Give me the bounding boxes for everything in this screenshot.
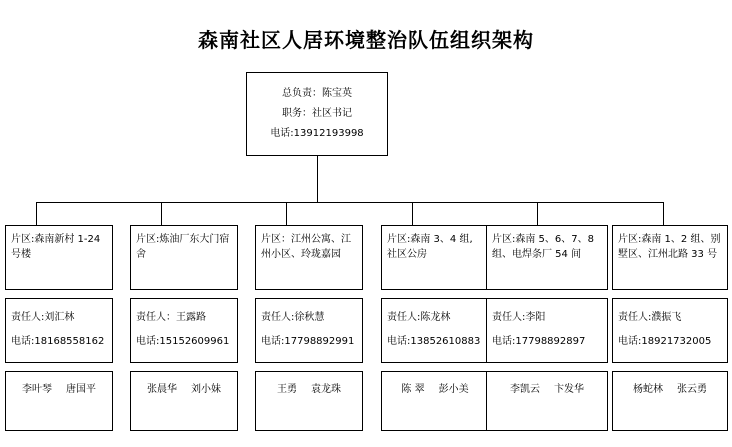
branch-member-6-1: 杨蛇林 bbox=[633, 384, 663, 395]
branch-responsible-text-2: 责任人：王露路 bbox=[136, 312, 206, 323]
root-phone: 电话:13912193998 bbox=[270, 128, 364, 139]
branch-area-text-6: 片区:森南 1、2 组、别墅区、江州北路 33 号 bbox=[618, 234, 721, 260]
branch-responsible-box-5 bbox=[486, 298, 608, 363]
branch-member-6-2: 张云勇 bbox=[677, 384, 707, 395]
branch-area-box-5 bbox=[486, 225, 608, 290]
connector-drop-6 bbox=[663, 202, 664, 225]
branch-area-text-5: 片区:森南 5、6、7、8 组、电焊条厂 54 间 bbox=[492, 234, 594, 260]
branch-phone-text-6: 电话:18921732005 bbox=[618, 336, 712, 347]
branch-member-2-2: 刘小妹 bbox=[191, 384, 221, 395]
root-leader: 总负责：陈宝英 bbox=[282, 88, 352, 99]
branch-members-box-1 bbox=[5, 371, 113, 431]
branch-member-4-1: 陈 翠 bbox=[401, 384, 425, 395]
branch-column-4 bbox=[381, 225, 489, 431]
branch-column-5 bbox=[486, 225, 608, 431]
branch-member-1-1: 李叶琴 bbox=[22, 384, 52, 395]
branch-responsible-text-4: 责任人:陈龙林 bbox=[387, 312, 451, 323]
branch-member-2-1: 张晨华 bbox=[147, 384, 177, 395]
branch-members-box-4 bbox=[381, 371, 489, 431]
connector-drop-5 bbox=[537, 202, 538, 225]
branch-responsible-box-1 bbox=[5, 298, 113, 363]
branch-responsible-text-6: 责任人:濮振飞 bbox=[618, 312, 682, 323]
connector-root-vertical bbox=[317, 156, 318, 202]
branch-phone-text-3: 电话:17798892991 bbox=[261, 336, 355, 347]
branch-member-5-2: 卞发华 bbox=[554, 384, 584, 395]
branch-member-3-1: 王勇 bbox=[277, 384, 297, 395]
connector-drop-2 bbox=[161, 202, 162, 225]
branch-column-2 bbox=[130, 225, 238, 431]
branch-area-box-6 bbox=[612, 225, 728, 290]
branch-responsible-box-3 bbox=[255, 298, 363, 363]
connector-horizontal-bus bbox=[36, 202, 663, 203]
branch-area-text-2: 片区:炼油厂东大门宿舍 bbox=[136, 234, 230, 260]
connector-drop-4 bbox=[412, 202, 413, 225]
branch-members-box-5 bbox=[486, 371, 608, 431]
branch-phone-text-1: 电话:18168558162 bbox=[11, 336, 105, 347]
branch-members-box-3 bbox=[255, 371, 363, 431]
branch-area-text-3: 片区：江州公寓、江州小区、玲珑嘉园 bbox=[261, 234, 351, 260]
connector-drop-3 bbox=[286, 202, 287, 225]
branch-responsible-text-1: 责任人:刘汇林 bbox=[11, 312, 75, 323]
branch-phone-text-5: 电话:17798892897 bbox=[492, 336, 586, 347]
branch-area-box-3 bbox=[255, 225, 363, 290]
branch-responsible-box-4 bbox=[381, 298, 489, 363]
branch-members-box-2 bbox=[130, 371, 238, 431]
branch-responsible-text-5: 责任人:李阳 bbox=[492, 312, 546, 323]
branch-area-box-1 bbox=[5, 225, 113, 290]
branch-area-box-2 bbox=[130, 225, 238, 290]
branch-phone-text-4: 电话:13852610883 bbox=[387, 336, 481, 347]
branch-member-4-2: 彭小美 bbox=[438, 384, 469, 395]
branch-column-1 bbox=[5, 225, 113, 431]
branch-column-3 bbox=[255, 225, 363, 431]
branch-members-box-6 bbox=[612, 371, 728, 431]
branch-area-box-4 bbox=[381, 225, 489, 290]
branch-area-text-1: 片区:森南新村 1-24 号楼 bbox=[11, 234, 101, 260]
branch-responsible-box-2 bbox=[130, 298, 238, 363]
branch-responsible-text-3: 责任人:徐秋慧 bbox=[261, 312, 325, 323]
branch-column-6 bbox=[612, 225, 728, 431]
branch-phone-text-2: 电话:15152609961 bbox=[136, 336, 230, 347]
branch-responsible-box-6 bbox=[612, 298, 728, 363]
page-title: 森南社区人居环境整治队伍组织架构 bbox=[198, 28, 534, 52]
branch-member-1-2: 唐国平 bbox=[66, 384, 96, 395]
branch-area-text-4: 片区:森南 3、4 组, 社区公房 bbox=[387, 234, 473, 260]
root-position: 职务：社区书记 bbox=[282, 108, 352, 119]
root-node bbox=[246, 72, 388, 156]
branch-member-3-2: 袁龙珠 bbox=[311, 384, 341, 395]
connector-drop-1 bbox=[36, 202, 37, 225]
branch-member-5-1: 李凯云 bbox=[510, 384, 540, 395]
